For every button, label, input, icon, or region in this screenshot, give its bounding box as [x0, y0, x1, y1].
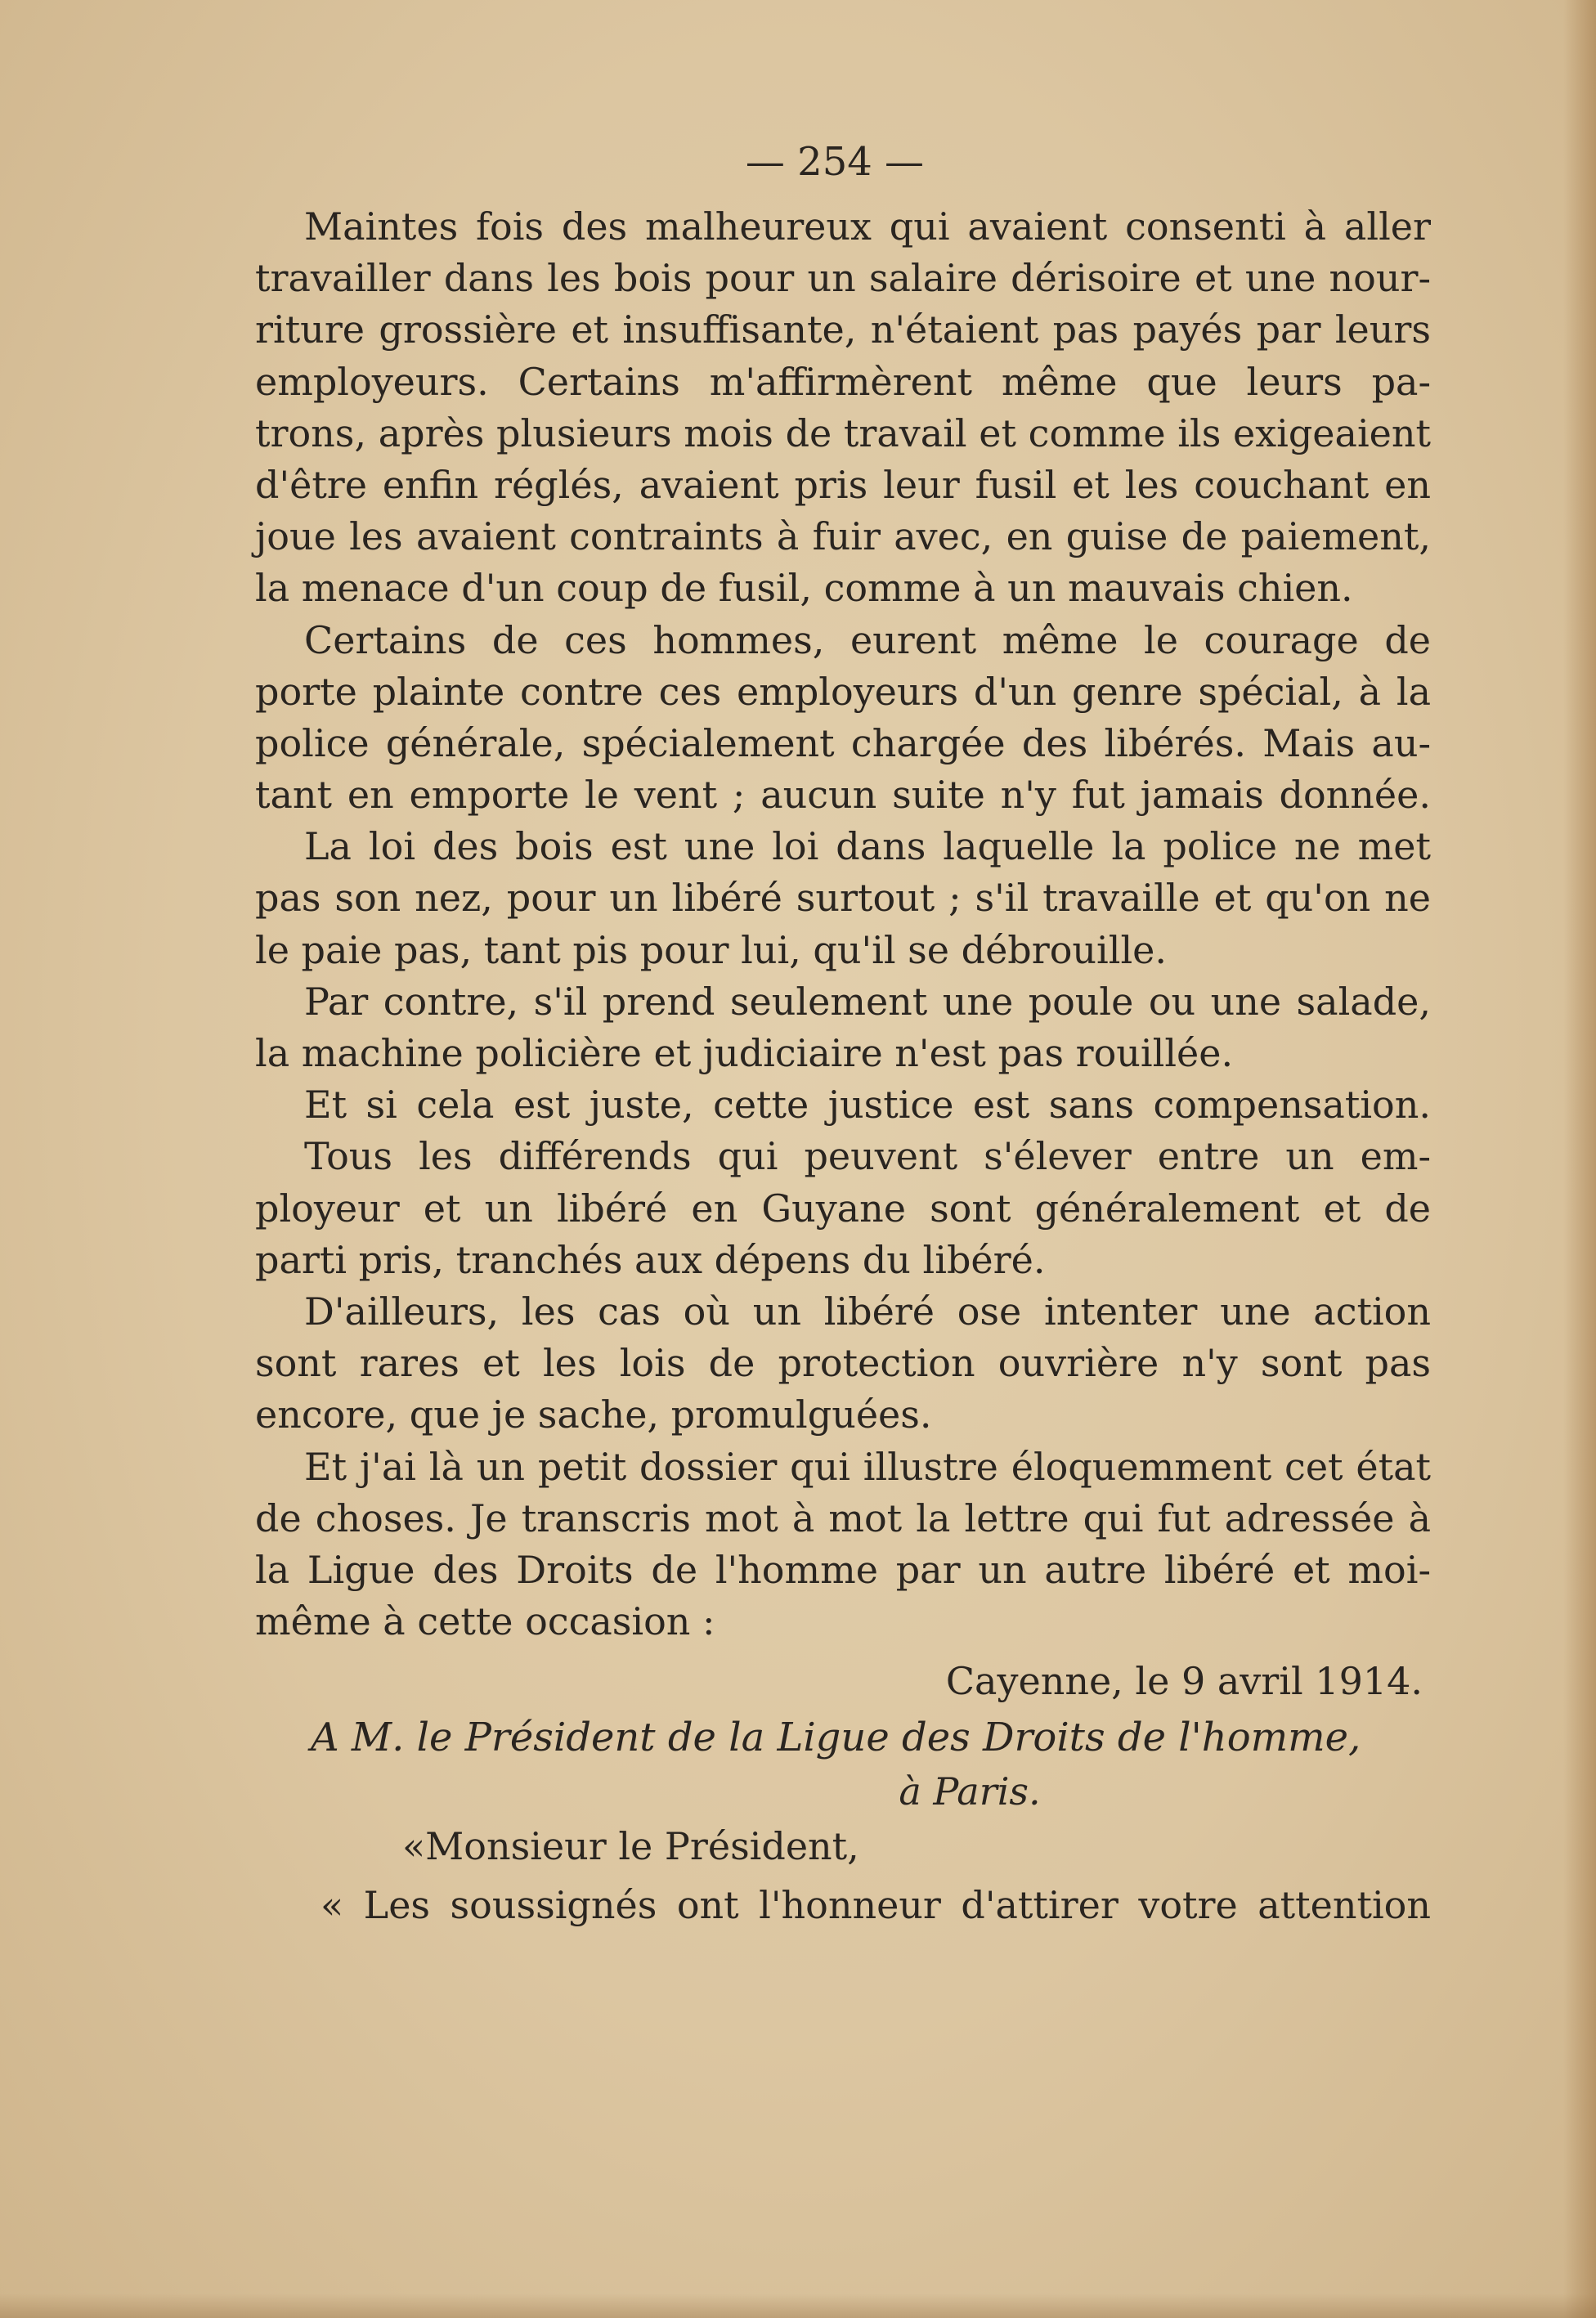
text-line: la machine policière et judiciaire n'est pas rouillée.: [255, 1031, 1234, 1075]
text-line: joue les avaient contraints à fuir avec, en guise de paiement,: [255, 514, 1431, 559]
letter-addressee: A M. le Président de la Ligue des Droits de l'homme,: [311, 1715, 1361, 1761]
page-edge-shadow-right: [1563, 0, 1596, 2318]
text-line: Maintes fois des malheureux qui avaient consenti à aller: [304, 204, 1431, 249]
letter-date: Cayenne, le 9 avril 1914.: [945, 1659, 1423, 1704]
paragraph-1: [255, 201, 1431, 615]
text-line: D'ailleurs, les cas où un libéré ose intenter une action: [304, 1289, 1431, 1334]
letter-opening-line: « Les soussignés ont l'honneur d'attirer votre attention: [321, 1883, 1431, 1928]
paragraph-3: [255, 821, 1431, 976]
paragraph-6: [255, 1131, 1431, 1286]
text-line: La loi des bois est une loi dans laquelle la police ne met: [304, 824, 1431, 869]
letter: [255, 1652, 1431, 1934]
text-line: la Ligue des Droits de l'homme par un autre libéré et moi-: [255, 1547, 1431, 1592]
paragraph-4: [255, 976, 1431, 1079]
paragraph-8: [255, 1441, 1431, 1648]
paragraph-5: [255, 1079, 1431, 1131]
letter-salutation: «Monsieur le Président,: [402, 1824, 859, 1869]
page-number: — 254 —: [745, 139, 925, 185]
paragraph-2: [255, 615, 1431, 822]
letter-addressee-city: à Paris.: [899, 1769, 1041, 1814]
text-line: le paie pas, tant pis pour lui, qu'il se débrouille.: [255, 927, 1168, 972]
text-line: riture grossière et insuffisante, n'étaient pas payés par leurs: [255, 307, 1431, 352]
page-edge-shadow-bottom: [0, 2293, 1596, 2318]
text-line: Et j'ai là un petit dossier qui illustre éloquemment cet état: [304, 1444, 1431, 1489]
text-line: même à cette occasion :: [255, 1599, 715, 1644]
text-line: la menace d'un coup de fusil, comme à un mauvais chien.: [255, 566, 1353, 611]
paragraph-7: [255, 1286, 1431, 1441]
text-line: parti pris, tranchés aux dépens du libéré.: [255, 1237, 1046, 1282]
text-line: Certains de ces hommes, eurent même le courage de: [304, 617, 1431, 662]
text-line: ployeur et un libéré en Guyane sont généralement et de: [255, 1186, 1431, 1231]
text-line: employeurs. Certains m'affirmèrent même que leurs pa-: [255, 359, 1431, 404]
text-line: d'être enfin réglés, avaient pris leur fusil et les couchant en: [255, 462, 1431, 507]
text-line: encore, que je sache, promulguées.: [255, 1392, 932, 1437]
text-line: travailler dans les bois pour un salaire dérisoire et une nour-: [255, 256, 1431, 301]
page-text-block: [255, 123, 1431, 1934]
text-line: de choses. Je transcris mot à mot la lettre qui fut adressée à: [255, 1495, 1431, 1540]
text-line: sont rares et les lois de protection ouvrière n'y sont pas: [255, 1341, 1431, 1386]
text-line: porte plainte contre ces employeurs d'un genre spécial, à la: [255, 669, 1431, 714]
text-line: Tous les différends qui peuvent s'élever entre un em-: [304, 1134, 1431, 1179]
text-line: trons, après plusieurs mois de travail et comme ils exigeaient: [255, 410, 1431, 455]
text-line: Et si cela est juste, cette justice est sans compensation.: [304, 1083, 1431, 1128]
text-line: tant en emporte le vent ; aucun suite n'y fut jamais donnée.: [255, 773, 1431, 818]
text-line: Par contre, s'il prend seulement une poule ou une salade,: [304, 979, 1431, 1024]
text-line: pas son nez, pour un libéré surtout ; s'il travaille et qu'on ne: [255, 876, 1431, 921]
text-line: police générale, spécialement chargée des libérés. Mais au-: [255, 720, 1431, 765]
